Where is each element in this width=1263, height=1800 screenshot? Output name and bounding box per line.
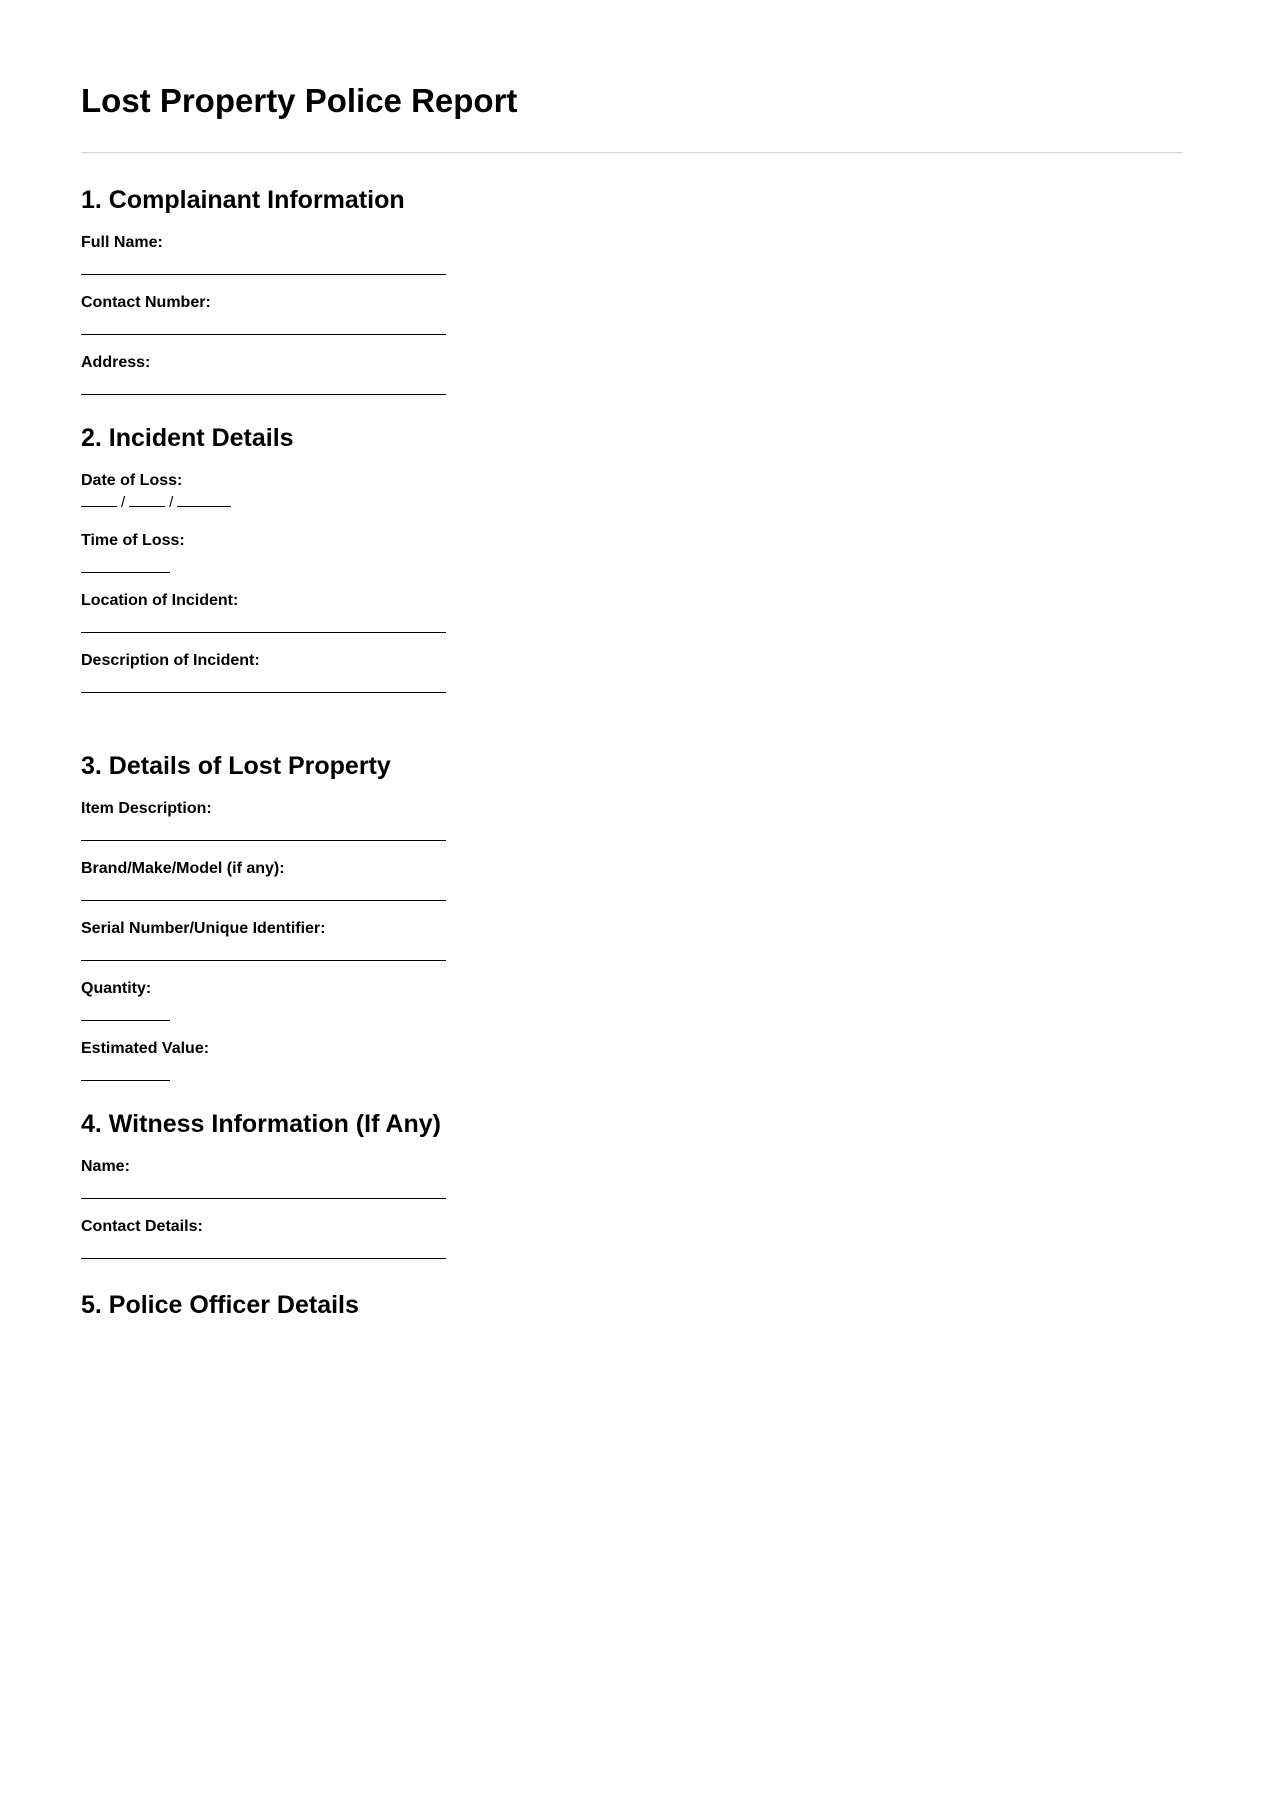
location-of-incident-field[interactable] [81,632,446,633]
section-heading-complainant: 1. Complainant Information [81,186,405,214]
section-heading-police-officer: 5. Police Officer Details [81,1291,359,1319]
date-separator: / [121,494,126,511]
contact-number-field[interactable] [81,334,446,335]
date-year-field[interactable] [177,506,231,507]
full-name-field[interactable] [81,274,446,275]
location-of-incident-label: Location of Incident: [81,592,239,609]
section-heading-witness: 4. Witness Information (If Any) [81,1110,441,1138]
quantity-label: Quantity: [81,980,152,997]
time-of-loss-label: Time of Loss: [81,532,185,549]
estimated-value-label: Estimated Value: [81,1040,210,1057]
page-title: Lost Property Police Report [81,82,518,119]
witness-name-field[interactable] [81,1198,446,1199]
date-of-loss-label: Date of Loss: [81,472,183,489]
witness-contact-details-field[interactable] [81,1258,446,1259]
description-of-incident-label: Description of Incident: [81,652,260,669]
estimated-value-field[interactable] [81,1080,170,1081]
brand-make-model-label: Brand/Make/Model (if any): [81,860,285,877]
contact-number-label: Contact Number: [81,294,211,311]
address-field[interactable] [81,394,446,395]
item-description-field[interactable] [81,840,446,841]
serial-number-field[interactable] [81,960,446,961]
date-month-field[interactable] [129,506,165,507]
time-of-loss-field[interactable] [81,572,170,573]
quantity-field[interactable] [81,1020,170,1021]
title-divider [81,152,1183,153]
section-heading-incident: 2. Incident Details [81,424,294,452]
brand-make-model-field[interactable] [81,900,446,901]
item-description-label: Item Description: [81,800,212,817]
address-label: Address: [81,354,151,371]
witness-name-label: Name: [81,1158,130,1175]
serial-number-label: Serial Number/Unique Identifier: [81,920,326,937]
date-of-loss-field [81,494,231,512]
section-heading-lost-property: 3. Details of Lost Property [81,752,391,780]
witness-contact-details-label: Contact Details: [81,1218,203,1235]
date-day-field[interactable] [81,506,117,507]
description-of-incident-field[interactable] [81,692,446,693]
date-separator: / [169,494,174,511]
full-name-label: Full Name: [81,234,163,251]
